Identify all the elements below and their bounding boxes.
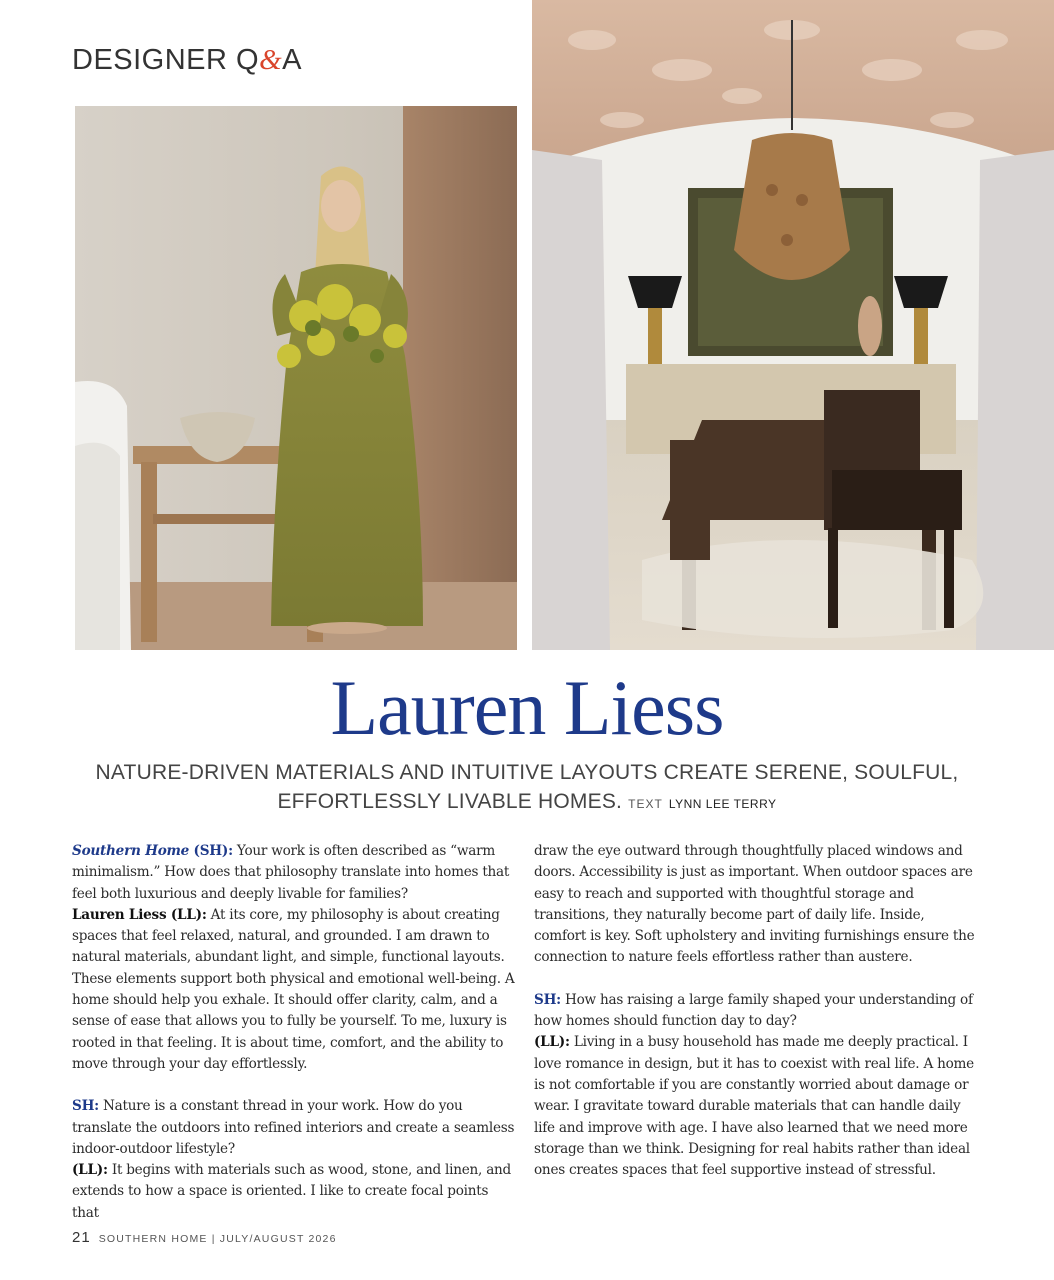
question-3: SH: How has raising a large family shaped your understanding of how homes should function day to day? [534, 991, 973, 1030]
credit-label: TEXT [628, 797, 663, 811]
article-dek [90, 758, 964, 819]
answer-2: (LL): It begins with materials such as wood, stone, and linen, and extends to how a space is oriented. I like to create focal points that [72, 1162, 512, 1221]
question-2: SH: Nature is a constant thread in your work. How do you translate the outdoors into refined interiors and create a seamless indoor-outdoor lifestyle? [72, 1098, 515, 1157]
dining-room-photo [532, 0, 1054, 650]
credit-name: LYNN LEE TERRY [668, 797, 777, 811]
page-number: 21 [72, 1229, 91, 1246]
article-column-right [534, 841, 980, 1181]
folio-text: SOUTHERN HOME | JULY/AUGUST 2026 [98, 1233, 337, 1245]
answer-1: Lauren Liess (LL): At its core, my philosophy is about creating spaces that feel relaxed, natural, and grounded. I am drawn to natural materials, abundant light, and simple, functional layouts. These elements support both physical and emotional well-being. A home should help you exhale. It should offer clarity, calm, and a sense of ease that allows you to fully be yourself. To me, luxury is rooted in that feeling. It is about time, comfort, and the ability to move through your day effortlessly. [72, 906, 515, 1072]
page-folio [72, 1229, 337, 1246]
article-column-left [72, 841, 518, 1224]
answer-3: (LL): Living in a busy household has made me deeply practical. I love romance in design, but it has to coexist with real life. A home is not comfortable if you are constantly worried about damage or wear. I gravitate toward durable materials that can handle daily life and improve with age. I have also learned that we need more storage than we think. Designing for real habits rather than ideal ones creates spaces that feel supportive instead of stressful. [534, 1034, 974, 1179]
answer-2-continued: draw the eye outward through thoughtfully placed windows and doors. Accessibility is just as important. When outdoor spaces are easy to reach and supported with thoughtful storage and transitions, they naturally become part of daily life. Inside, comfort is key. Soft upholstery and inviting furnishings ensure the connection to nature feels effortless rather than austere. [534, 843, 975, 966]
section-kicker: DESIGNER Q&A [72, 44, 302, 76]
question-1: Southern Home (SH): Your work is often described as “warm minimalism.” How does that philosophy translate into homes that feel both luxurious and deeply livable for families? [72, 843, 510, 902]
article-headline: Lauren Liess [330, 664, 724, 751]
portrait-photo [75, 106, 517, 650]
dek-text: NATURE-DRIVEN MATERIALS AND INTUITIVE LAYOUTS CREATE SERENE, SOULFUL, EFFORTLESSLY LIVABLE HOMES. [95, 761, 959, 813]
